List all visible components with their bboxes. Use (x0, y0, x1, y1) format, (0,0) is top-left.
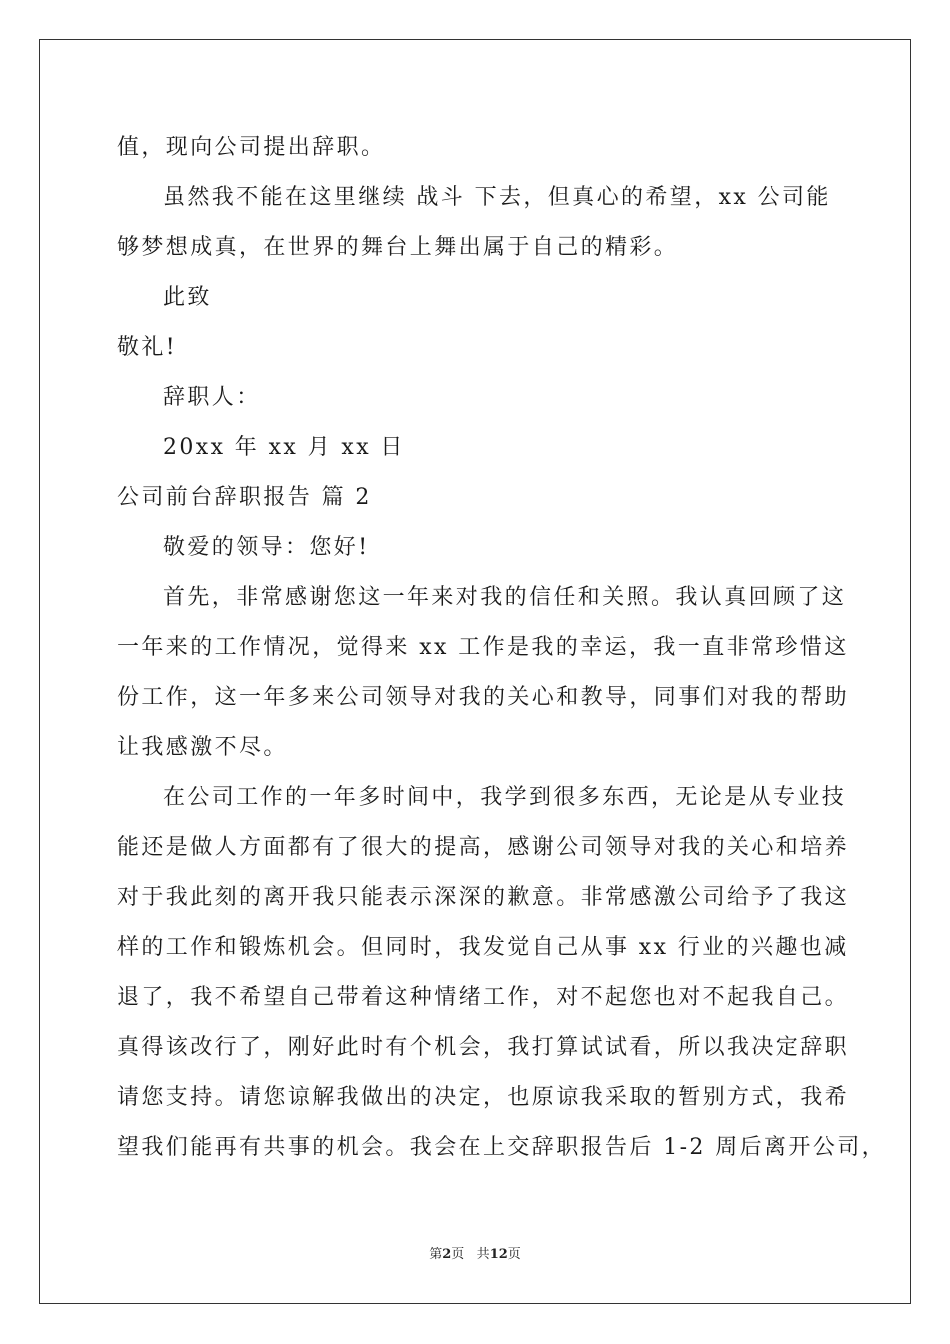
page-number: 2 (442, 1247, 452, 1262)
page-unit: 页 (451, 1247, 465, 1262)
signature-label: 辞职人： (163, 385, 261, 410)
page-footer (0, 1246, 950, 1264)
text-line: 让我感激不尽。 (117, 735, 288, 760)
text-line: 真得该改行了，刚好此时有个机会，我打算试试看，所以我决定辞职 (117, 1035, 850, 1060)
text-line: 对于我此刻的离开我只能表示深深的歉意。非常感激公司给予了我这 (117, 885, 850, 910)
text-line: 份工作，这一年多来公司领导对我的关心和教导，同事们对我的帮助 (117, 685, 850, 710)
text-line: 能还是做人方面都有了很大的提高，感谢公司领导对我的关心和培养 (117, 835, 850, 860)
closing-regards: 敬礼! (117, 335, 178, 360)
text-line: 够梦想成真，在世界的舞台上舞出属于自己的精彩。 (117, 235, 679, 260)
text-line: 望我们能再有共事的机会。我会在上交辞职报告后 1-2 周后离开公司， (117, 1135, 887, 1160)
text-line: 退了，我不希望自己带着这种情绪工作，对不起您也对不起我自己。 (117, 985, 850, 1010)
date-line: 20xx 年 xx 月 xx 日 (163, 435, 405, 460)
text-line: 值，现向公司提出辞职。 (117, 135, 386, 160)
section-heading: 公司前台辞职报告 篇 2 (117, 485, 372, 510)
text-line: 首先，非常感谢您这一年来对我的信任和关照。我认真回顾了这 (163, 585, 847, 610)
greeting: 敬爱的领导：您好! (163, 535, 370, 560)
text-line: 一年来的工作情况，觉得来 xx 工作是我的幸运，我一直非常珍惜这 (117, 635, 849, 660)
total-pages: 12 (489, 1247, 508, 1262)
text-line: 请您支持。请您谅解我做出的决定，也原谅我采取的暂别方式，我希 (117, 1085, 850, 1110)
text-line: 样的工作和锻炼机会。但同时，我发觉自己从事 xx 行业的兴趣也减 (117, 935, 849, 960)
text-line: 虽然我不能在这里继续 战斗 下去，但真心的希望，xx 公司能 (163, 185, 831, 210)
closing-salutation: 此致 (163, 285, 212, 310)
total-prefix: 共 (476, 1247, 490, 1262)
total-unit: 页 (507, 1247, 521, 1262)
text-line: 在公司工作的一年多时间中，我学到很多东西，无论是从专业技 (163, 785, 847, 810)
page-border (39, 39, 911, 1304)
page-prefix: 第 (429, 1247, 443, 1262)
